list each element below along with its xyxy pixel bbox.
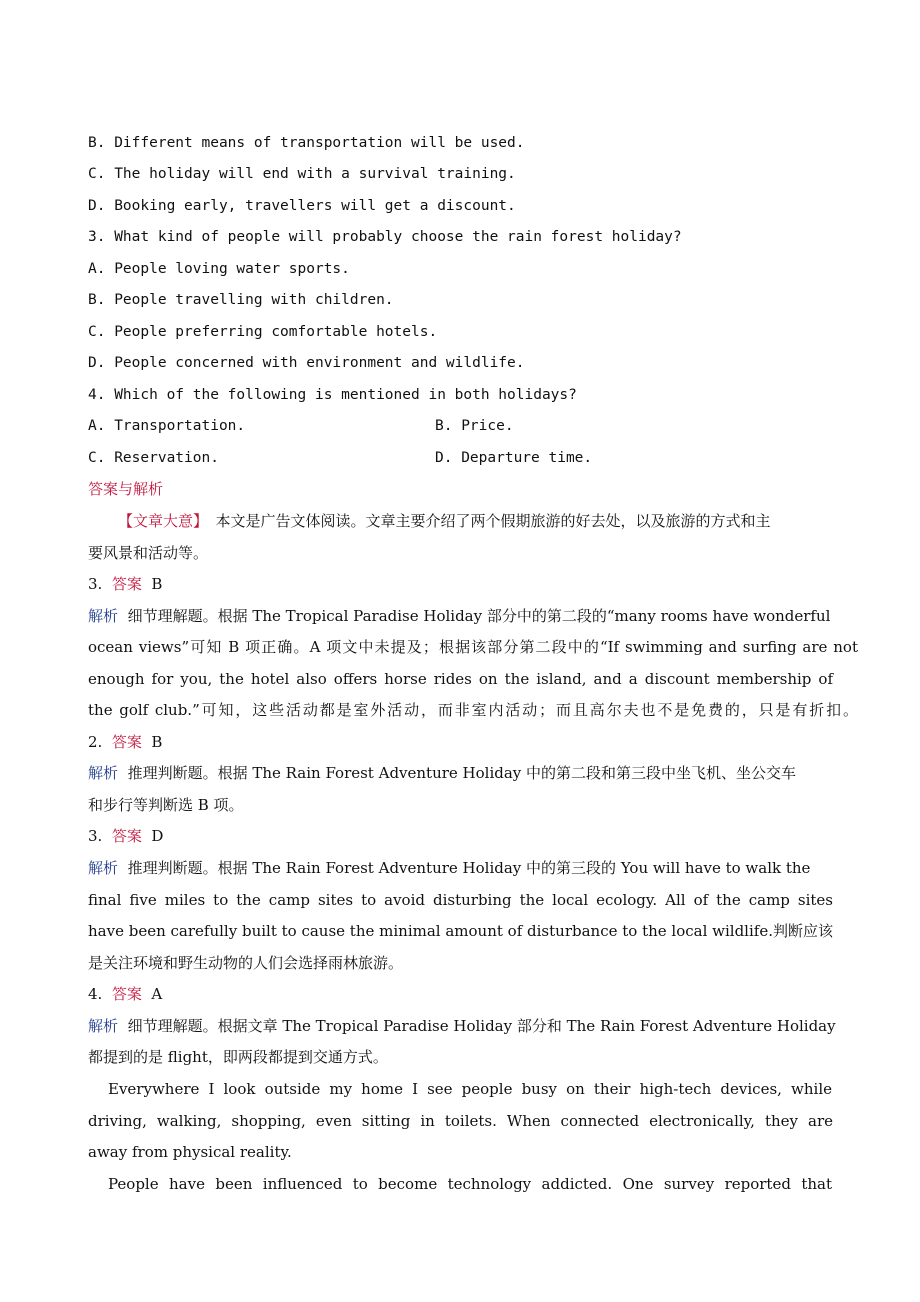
- q4-option-a: A. Transportation.: [88, 418, 246, 434]
- answer-3-explanation-line-1: 解析 推理判断题。根据 The Rain Forest Adventure Holiday 中的第三段的 You will have to walk the: [88, 859, 811, 877]
- answer-4-explanation-line-2: 都提到的是 flight，即两段都提到交通方式。: [88, 1048, 388, 1066]
- q3-option-d: D. People concerned with environment and wildlife.: [88, 355, 525, 371]
- q2-option-b: B. Different means of transportation will be used.: [88, 135, 525, 151]
- answer-label: 答案: [111, 575, 142, 593]
- passage-paragraph-1-line-3: away from physical reality.: [88, 1143, 292, 1161]
- answer-label: 答案: [111, 733, 142, 751]
- q3-option-a: A. People loving water sports.: [88, 261, 350, 277]
- answer-1-explanation-line-2: ocean views”可知 B 项正确。A 项文中未提及；根据该部分第二段中的“If swimming and surfing are not: [88, 638, 858, 656]
- answer-1-explanation-line-3: enough for you, the hotel also offers horse rides on the island, and a discount membership of: [88, 670, 833, 688]
- summary-line-1: 【文章大意】 本文是广告文体阅读。文章主要介绍了两个假期旅游的好去处，以及旅游的方式和主: [118, 512, 771, 530]
- passage-paragraph-2-line-1: People have been influenced to become technology addicted. One survey reported that: [108, 1175, 832, 1193]
- explanation-label: 解析: [88, 607, 119, 625]
- answer-2-explanation-line-2: 和步行等判断选 B 项。: [88, 796, 244, 814]
- answer-3-row: 3. 答案 D: [88, 827, 164, 845]
- q4-option-d: D. Departure time.: [435, 450, 593, 466]
- q3-stem: 3. What kind of people will probably choose the rain forest holiday?: [88, 229, 682, 245]
- q2-option-c: C. The holiday will end with a survival training.: [88, 166, 516, 182]
- answer-4-explanation-line-1: 解析 细节理解题。根据文章 The Tropical Paradise Holiday 部分和 The Rain Forest Adventure Holiday: [88, 1017, 836, 1035]
- answer-value: B: [151, 733, 163, 751]
- passage-paragraph-1-line-1: Everywhere I look outside my home I see people busy on their high-tech devices, while: [108, 1080, 832, 1098]
- q2-option-d: D. Booking early, travellers will get a discount.: [88, 198, 516, 214]
- explanation-label: 解析: [88, 764, 119, 782]
- answer-2-row: 2. 答案 B: [88, 733, 163, 751]
- q3-option-b: B. People travelling with children.: [88, 292, 394, 308]
- answer-value: A: [151, 985, 163, 1003]
- answer-2-explanation-line-1: 解析 推理判断题。根据 The Rain Forest Adventure Holiday 中的第二段和第三段中坐飞机、坐公交车: [88, 764, 797, 782]
- answer-1-explanation-line-4: the golf club.”可知，这些活动都是室外活动，而非室内活动；而且高尔夫也不是免费的，只是有折扣。: [88, 701, 858, 719]
- q4-option-b: B. Price.: [435, 418, 514, 434]
- answer-value: B: [151, 575, 163, 593]
- q3-option-c: C. People preferring comfortable hotels.: [88, 324, 438, 340]
- q4-stem: 4. Which of the following is mentioned in both holidays?: [88, 387, 577, 403]
- answer-3-explanation-line-4: 是关注环境和野生动物的人们会选择雨林旅游。: [88, 954, 404, 972]
- summary-tag: 【文章大意】: [118, 512, 201, 530]
- answers-heading: 答案与解析: [88, 480, 164, 498]
- q4-option-c: C. Reservation.: [88, 450, 219, 466]
- explanation-label: 解析: [88, 1017, 119, 1035]
- passage-paragraph-1-line-2: driving, walking, shopping, even sitting in toilets. When connected electronically, they are: [88, 1112, 833, 1130]
- answer-3-explanation-line-3: have been carefully built to cause the minimal amount of disturbance to the local wildlife.判断应该: [88, 922, 833, 940]
- explanation-label: 解析: [88, 859, 119, 877]
- answer-value: D: [151, 827, 164, 845]
- answer-4-row: 4. 答案 A: [88, 985, 163, 1003]
- answer-1-row: 3. 答案 B: [88, 575, 163, 593]
- answer-1-explanation-line-1: 解析 细节理解题。根据 The Tropical Paradise Holiday 部分中的第二段的“many rooms have wonderful: [88, 607, 831, 625]
- answer-3-explanation-line-2: final five miles to the camp sites to avoid disturbing the local ecology. All of the camp sites: [88, 891, 833, 909]
- answer-label: 答案: [111, 985, 142, 1003]
- summary-line-2: 要风景和活动等。: [88, 544, 209, 562]
- answer-label: 答案: [111, 827, 142, 845]
